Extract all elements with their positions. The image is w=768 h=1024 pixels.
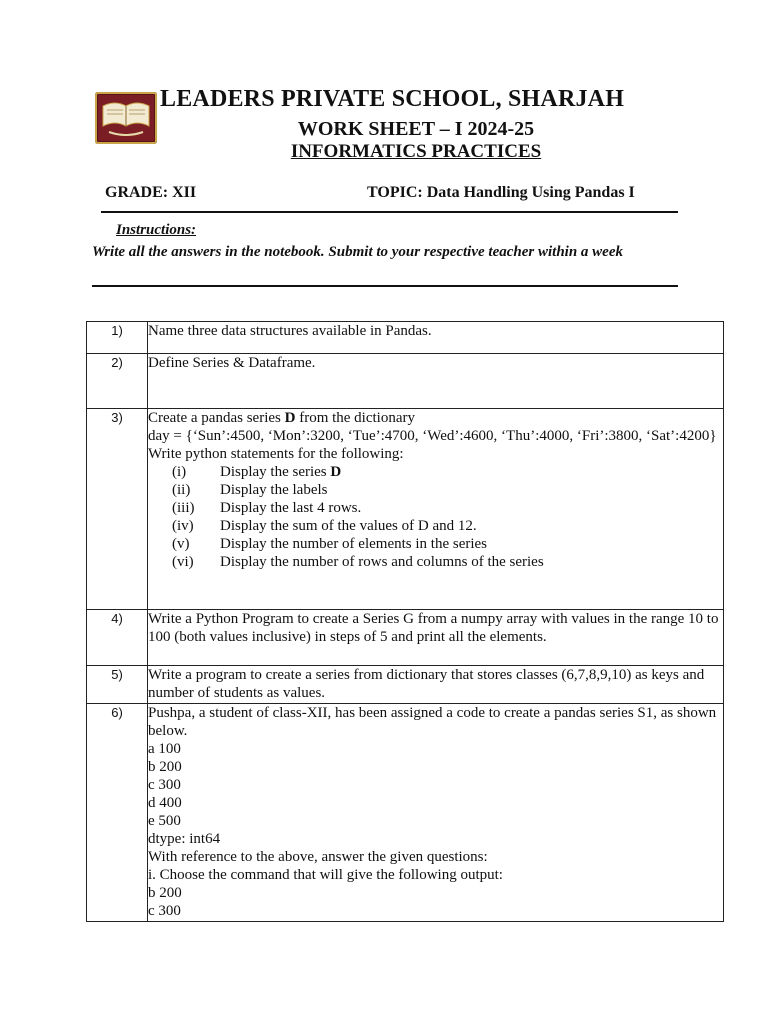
worksheet-title: WORK SHEET – I 2024-25 [297,118,535,140]
instructions-title: Instructions: [116,222,197,238]
sub-question [148,535,723,553]
sub-question [148,517,723,535]
divider [101,211,678,213]
sub-question-text: Display the labels [220,482,328,498]
sub-question-number: (iii) [172,500,195,516]
question-row [87,322,724,354]
sub-question-number: (iv) [172,518,194,534]
series-name: D [284,410,296,426]
series-line: e 500 [148,813,181,829]
question-row [87,610,724,666]
sub-question-text: Display the last 4 rows. [220,500,362,516]
question-text: from the dictionary [295,410,415,426]
question-text: Write a Python Program to create a Series G from a numpy array with values in the range 10 to 100 (both values inclusive) in steps of 5 and print all the elements. [148,610,724,666]
series-dtype: dtype: int64 [148,831,221,847]
grade-label: GRADE: XII [105,184,197,201]
question-number: 1) [87,322,148,354]
instructions-text: Write all the answers in the notebook. Submit to your respective teacher within a week [92,244,623,260]
sub-question-number: (vi) [172,554,194,570]
sub-question [148,553,723,571]
series-line: a 100 [148,741,181,757]
question-text: Define Series & Dataframe. [148,354,724,409]
question-number: 2) [87,354,148,409]
sub-question [148,463,723,481]
sub-question [148,499,723,517]
topic-label: TOPIC: Data Handling Using Pandas I [367,184,635,201]
question-lead: With reference to the above, answer the given questions: [148,849,488,865]
sub-question-text: Display the number of elements in the series [220,536,488,552]
output-line: b 200 [148,885,182,901]
sub-question-number: (i) [172,464,187,480]
output-line: c 300 [148,903,181,919]
sub-question-number: (v) [172,536,190,552]
question-lead: Write python statements for the following: [148,446,404,462]
sub-question-text: i. Choose the command that will give the following output: [148,867,503,883]
sub-question-text: Display the number of rows and columns of the series [220,554,544,570]
question-row [87,354,724,409]
series-line: c 300 [148,777,181,793]
sub-question [148,481,723,499]
sub-question-text: Display the series [220,464,331,480]
questions-table [86,321,724,922]
subject-title: INFORMATICS PRACTICES [290,141,542,162]
sub-question-text: Display the sum of the values of D and 12. [220,518,477,534]
school-name: LEADERS PRIVATE SCHOOL, SHARJAH [160,86,625,112]
question-number: 3) [87,409,148,610]
series-line: d 400 [148,795,182,811]
question-text: Name three data structures available in Pandas. [148,322,724,354]
question-row [87,704,724,922]
question-number: 5) [87,666,148,704]
question-text: Create a pandas series [148,410,285,426]
dictionary-code: day = {‘Sun’:4500, ‘Mon’:3200, ‘Tue’:4700, ‘Wed’:4600, ‘Thu’:4000, ‘Fri’:3800, ‘Sat’:4200} [148,428,717,444]
question-number: 4) [87,610,148,666]
question-body [148,409,724,610]
series-name: D [330,464,342,480]
divider [92,285,678,287]
question-row [87,409,724,610]
sub-question-number: (ii) [172,482,191,498]
question-number: 6) [87,704,148,922]
question-text: Pushpa, a student of class-XII, has been assigned a code to create a pandas series S1, as shown below. [148,705,717,739]
question-row [87,666,724,704]
series-line: b 200 [148,759,182,775]
question-text: Write a program to create a series from dictionary that stores classes (6,7,8,9,10) as keys and number of students as values. [148,666,724,704]
question-body [148,704,724,922]
